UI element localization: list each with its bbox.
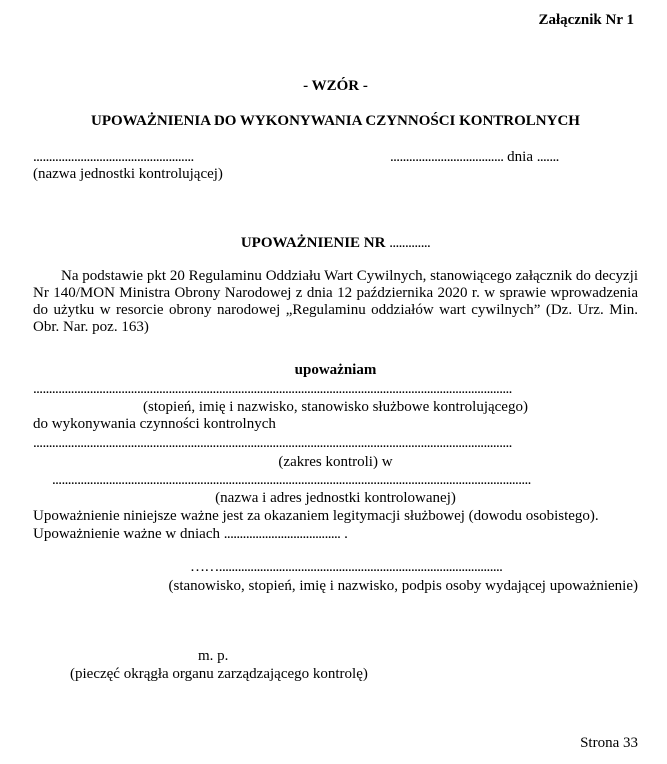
to-perform-text: do wykonywania czynności kontrolnych [33, 416, 276, 432]
document-heading: UPOWAŻNIENIA DO WYKONYWANIA CZYNNOŚCI KONTROLNYCH [91, 113, 580, 129]
authorize-word: upoważniam [294, 362, 377, 378]
place-dots: .................................... [390, 149, 504, 165]
date-label: dnia [507, 149, 533, 165]
pattern-label: - WZÓR - [303, 78, 368, 94]
authorization-title [33, 235, 638, 252]
place-date-line [390, 149, 559, 166]
validity-days-prefix: Upoważnienie ważne w dniach [33, 526, 221, 542]
validity-days-suffix: . [344, 526, 348, 542]
date-dots: ....... [536, 149, 559, 165]
stamp-caption: (pieczęć okrągła organu zarządzającego kontrolę) [70, 666, 368, 682]
authorization-title-text: UPOWAŻNIENIE NR [240, 235, 386, 251]
page-number: Strona 33 [580, 735, 638, 751]
authorization-number-dots: ............. [389, 235, 431, 251]
scope-caption: (zakres kontroli) w [278, 454, 393, 470]
validity-days-line [33, 526, 348, 543]
unit-name-caption: (nazwa jednostki kontrolującej) [33, 166, 223, 182]
controlled-unit-dots: ........................................................................................................................................................ [52, 472, 531, 488]
controlled-unit-caption: (nazwa i adres jednostki kontrolowanej) [215, 490, 456, 506]
stamp-label: m. p. [198, 648, 229, 664]
validity-days-dots: ..................................... [223, 526, 341, 542]
unit-name-dots: ................................................... [33, 149, 194, 165]
signature-dots: …….......................................................................................... [190, 559, 503, 575]
validity-id-text: Upoważnienie niniejsze ważne jest za okazaniem legitymacji służbowej (dowodu osobistego). [33, 508, 599, 524]
attachment-label: Załącznik Nr 1 [538, 12, 634, 28]
basis-paragraph [33, 268, 638, 336]
basis-paragraph-text: Na podstawie pkt 20 Regulaminu Oddziału Wart Cywilnych, stanowiącego załącznik do decyzji Nr 140/MON Ministra Obrony Narodowej z dnia 12 października 2020 r. w sprawie wprowadzenia do użytku w resorcie obrony narodowej „Regulaminu oddziałów wart cywilnych” (Dz. Urz. Min. Obr. Nar. poz. 163) [33, 268, 638, 335]
controller-caption: (stopień, imię i nazwisko, stanowisko służbowe kontrolującego) [143, 399, 528, 415]
scope-dots: ........................................................................................................................................................ [33, 435, 512, 451]
signature-caption: (stanowisko, stopień, imię i nazwisko, podpis osoby wydającej upoważnienie) [168, 578, 638, 594]
controller-dots: ........................................................................................................................................................ [33, 381, 512, 397]
